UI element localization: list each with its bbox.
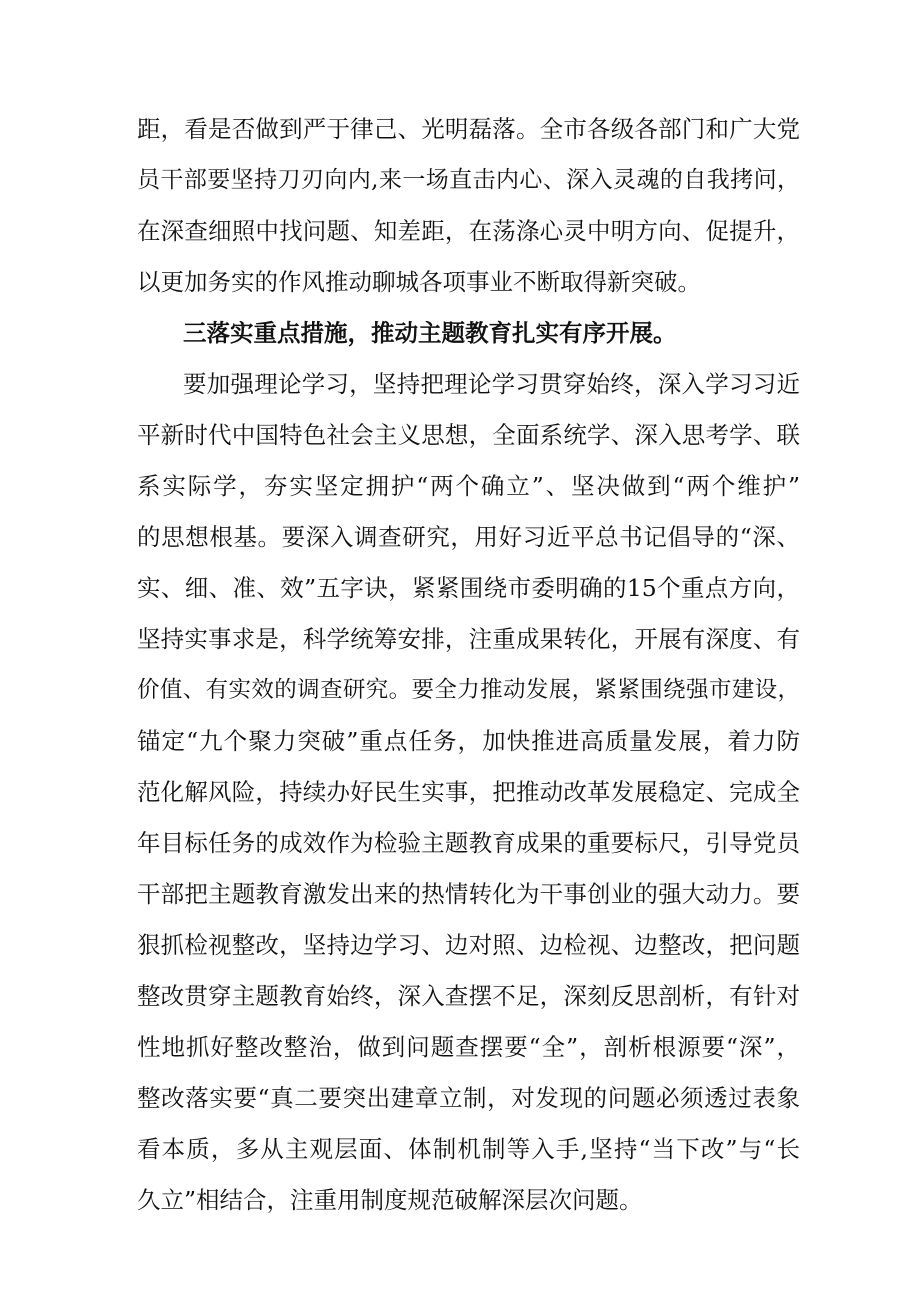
- paragraph-2-line-10: 年目标任务的成效作为检验主题教育成果的重要标尺，引导党员: [137, 829, 800, 857]
- section-heading-3: 三落实重点措施，推动主题教育扎实有序开展。: [183, 319, 677, 347]
- paragraph-2-line-16: 看本质，多从主观层面、体制机制等入手,坚持“当下改”与“长: [137, 1135, 800, 1163]
- paragraph-2-line-2: 平新时代中国特色社会主义思想，全面系统学、深入思考学、联: [137, 421, 800, 449]
- paragraph-1-line-4: 以更加务实的作风推动聊城各项事业不断取得新突破。: [137, 268, 701, 296]
- paragraph-2-line-7: 价值、有实效的调查研究。要全力推动发展，紧紧围绕强市建设，: [137, 677, 800, 703]
- paragraph-2-line-17: 久立”相结合，注重用制度规范破解深层次问题。: [137, 1186, 643, 1214]
- paragraph-2-line-1: 要加强理论学习，坚持把理论学习贯穿始终，深入学习习近: [183, 370, 800, 398]
- paragraph-2-line-12: 狠抓检视整改，坚持边学习、边对照、边检视、边整改，把问题: [137, 931, 800, 959]
- paragraph-2-line-14: 性地抓好整改整治，做到问题查摆要“全”，剖析根源要“深”，: [137, 1033, 800, 1061]
- paragraph-2-line-4: 的思想根基。要深入调查研究，用好习近平总书记倡导的“深、: [137, 523, 800, 551]
- paragraph-2-line-5: 实、细、准、效”五字诀，紧紧围绕市委明确的15个重点方向，: [137, 574, 800, 602]
- paragraph-2-line-15: 整改落实要“真二要突出建章立制，对发现的问题必须透过表象: [137, 1084, 800, 1112]
- paragraph-2-line-13: 整改贯穿主题教育始终，深入查摆不足，深刻反思剖析，有针对: [137, 982, 800, 1010]
- paragraph-2-line-9: 范化解风险，持续办好民生实事，把推动改革发展稳定、完成全: [137, 778, 800, 806]
- paragraph-1-line-1: 距，看是否做到严于律己、光明磊落。全市各级各部门和广大党: [137, 115, 800, 143]
- paragraph-2-line-8: 锚定“九个聚力突破”重点任务，加快推进高质量发展，着力防: [137, 727, 800, 755]
- paragraph-1-line-2: 员干部要坚持刀刃向内,来一场直击内心、深入灵魂的自我拷问，: [137, 167, 800, 193]
- paragraph-2-line-11: 干部把主题教育激发出来的热情转化为干事创业的强大动力。要: [137, 880, 800, 908]
- paragraph-2-line-6: 坚持实事求是，科学统筹安排，注重成果转化，开展有深度、有: [137, 625, 800, 653]
- paragraph-2-line-3: 系实际学，夯实坚定拥护“两个确立”、坚决做到“两个维护”: [137, 472, 800, 500]
- paragraph-1-line-3: 在深查细照中找问题、知差距，在荡涤心灵中明方向、促提升，: [137, 217, 800, 245]
